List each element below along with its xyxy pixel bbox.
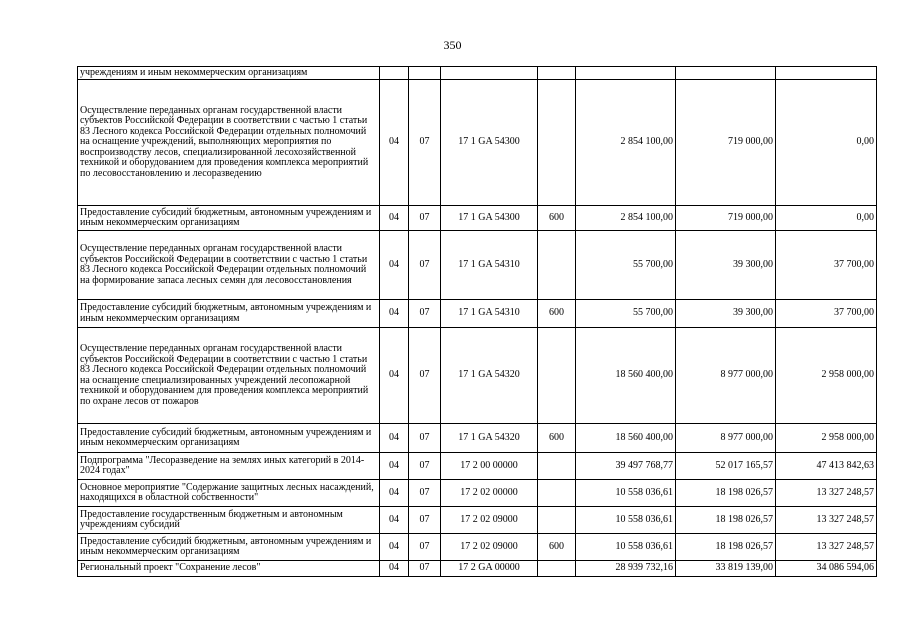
expense-type-code: 600: [538, 300, 576, 328]
amount-year-1: 55 700,00: [576, 300, 676, 328]
table-row: [78, 80, 877, 206]
row-description: Предоставление субсидий бюджетным, автономным учреждениям и иным некоммерческим организациям: [78, 424, 380, 453]
amount-year-2: [676, 67, 776, 80]
amount-year-1: 18 560 400,00: [576, 424, 676, 453]
expense-type-code: [538, 80, 576, 206]
table-row: [78, 453, 877, 480]
target-article-code: 17 2 02 09000: [441, 507, 538, 534]
section-code: 04: [380, 424, 409, 453]
section-code: 04: [380, 507, 409, 534]
amount-year-3: 13 327 248,57: [776, 480, 877, 507]
section-code: 04: [380, 328, 409, 424]
section-code: 04: [380, 453, 409, 480]
amount-year-3: 47 413 842,63: [776, 453, 877, 480]
row-description: учреждениям и иным некоммерческим организациям: [78, 67, 380, 80]
amount-year-2: 719 000,00: [676, 206, 776, 231]
section-code: 04: [380, 206, 409, 231]
table-row: [78, 67, 877, 80]
amount-year-1: [576, 67, 676, 80]
expense-type-code: [538, 453, 576, 480]
subsection-code: [409, 67, 441, 80]
target-article-code: 17 1 GA 54320: [441, 328, 538, 424]
amount-year-2: 52 017 165,57: [676, 453, 776, 480]
row-description: Предоставление государственным бюджетным и автономным учреждениям субсидий: [78, 507, 380, 534]
budget-table: [77, 66, 877, 577]
subsection-code: 07: [409, 231, 441, 300]
amount-year-3: 0,00: [776, 80, 877, 206]
table-row: [78, 507, 877, 534]
target-article-code: 17 2 00 00000: [441, 453, 538, 480]
subsection-code: 07: [409, 534, 441, 561]
row-description: Предоставление субсидий бюджетным, автономным учреждениям и иным некоммерческим организациям: [78, 300, 380, 328]
amount-year-2: 18 198 026,57: [676, 507, 776, 534]
subsection-code: 07: [409, 80, 441, 206]
expense-type-code: [538, 231, 576, 300]
table-row: [78, 231, 877, 300]
section-code: 04: [380, 80, 409, 206]
amount-year-2: 39 300,00: [676, 300, 776, 328]
amount-year-1: 39 497 768,77: [576, 453, 676, 480]
subsection-code: 07: [409, 206, 441, 231]
table-row: [78, 300, 877, 328]
row-description: Подпрограмма "Лесоразведение на землях иных категорий в 2014-2024 годах": [78, 453, 380, 480]
amount-year-3: 0,00: [776, 206, 877, 231]
amount-year-2: 18 198 026,57: [676, 534, 776, 561]
row-description: Основное мероприятие "Содержание защитных лесных насаждений, находящихся в областной собственности": [78, 480, 380, 507]
section-code: 04: [380, 534, 409, 561]
table-row: [78, 424, 877, 453]
target-article-code: 17 2 02 09000: [441, 534, 538, 561]
amount-year-2: 39 300,00: [676, 231, 776, 300]
table-row: [78, 328, 877, 424]
page-number: 350: [443, 38, 462, 52]
target-article-code: 17 2 GA 00000: [441, 561, 538, 577]
target-article-code: 17 1 GA 54320: [441, 424, 538, 453]
subsection-code: 07: [409, 300, 441, 328]
amount-year-1: 55 700,00: [576, 231, 676, 300]
subsection-code: 07: [409, 328, 441, 424]
amount-year-1: 10 558 036,61: [576, 507, 676, 534]
subsection-code: 07: [409, 561, 441, 577]
amount-year-2: 8 977 000,00: [676, 424, 776, 453]
amount-year-2: 33 819 139,00: [676, 561, 776, 577]
section-code: [380, 67, 409, 80]
table-row: [78, 534, 877, 561]
amount-year-3: 37 700,00: [776, 300, 877, 328]
amount-year-3: 2 958 000,00: [776, 424, 877, 453]
amount-year-3: 2 958 000,00: [776, 328, 877, 424]
amount-year-3: 13 327 248,57: [776, 507, 877, 534]
row-description: Осуществление переданных органам государственной власти субъектов Российской Федерации в соответствии с частью 1 статьи 83 Лесного кодекса Российской Федерации отдельных полномочий на оснащение учреждений, выполняющих мероприятия по воспроизводству лесов, специализированной лесохозяйственной техникой и оборудованием для проведения комплекса мероприятий по лесовосстановлению и лесоразведению: [78, 80, 380, 206]
expense-type-code: 600: [538, 534, 576, 561]
amount-year-1: 10 558 036,61: [576, 534, 676, 561]
amount-year-1: 2 854 100,00: [576, 206, 676, 231]
row-description: Предоставление субсидий бюджетным, автономным учреждениям и иным некоммерческим организациям: [78, 534, 380, 561]
table-row: [78, 206, 877, 231]
expense-type-code: [538, 480, 576, 507]
target-article-code: 17 1 GA 54300: [441, 206, 538, 231]
section-code: 04: [380, 300, 409, 328]
expense-type-code: [538, 67, 576, 80]
subsection-code: 07: [409, 424, 441, 453]
target-article-code: 17 1 GA 54310: [441, 231, 538, 300]
amount-year-2: 719 000,00: [676, 80, 776, 206]
subsection-code: 07: [409, 480, 441, 507]
target-article-code: 17 1 GA 54300: [441, 80, 538, 206]
section-code: 04: [380, 231, 409, 300]
row-description: Осуществление переданных органам государственной власти субъектов Российской Федерации в соответствии с частью 1 статьи 83 Лесного кодекса Российской Федерации отдельных полномочий на оснащение специализированных учреждений лесопожарной техникой и оборудованием для проведения комплекса мероприятий по охране лесов от пожаров: [78, 328, 380, 424]
amount-year-3: 13 327 248,57: [776, 534, 877, 561]
section-code: 04: [380, 561, 409, 577]
amount-year-3: 34 086 594,06: [776, 561, 877, 577]
target-article-code: 17 2 02 00000: [441, 480, 538, 507]
row-description: Предоставление субсидий бюджетным, автономным учреждениям и иным некоммерческим организациям: [78, 206, 380, 231]
expense-type-code: [538, 561, 576, 577]
expense-type-code: [538, 507, 576, 534]
amount-year-1: 18 560 400,00: [576, 328, 676, 424]
amount-year-3: [776, 67, 877, 80]
subsection-code: 07: [409, 453, 441, 480]
amount-year-1: 10 558 036,61: [576, 480, 676, 507]
expense-type-code: [538, 328, 576, 424]
subsection-code: 07: [409, 507, 441, 534]
target-article-code: [441, 67, 538, 80]
expense-type-code: 600: [538, 424, 576, 453]
row-description: Региональный проект "Сохранение лесов": [78, 561, 380, 577]
amount-year-1: 2 854 100,00: [576, 80, 676, 206]
row-description: Осуществление переданных органам государственной власти субъектов Российской Федерации в соответствии с частью 1 статьи 83 Лесного кодекса Российской Федерации отдельных полномочий на формирование запаса лесных семян для лесовосстановления: [78, 231, 380, 300]
amount-year-1: 28 939 732,16: [576, 561, 676, 577]
target-article-code: 17 1 GA 54310: [441, 300, 538, 328]
section-code: 04: [380, 480, 409, 507]
table-row: [78, 480, 877, 507]
table-row: [78, 561, 877, 577]
expense-type-code: 600: [538, 206, 576, 231]
amount-year-2: 8 977 000,00: [676, 328, 776, 424]
amount-year-3: 37 700,00: [776, 231, 877, 300]
amount-year-2: 18 198 026,57: [676, 480, 776, 507]
